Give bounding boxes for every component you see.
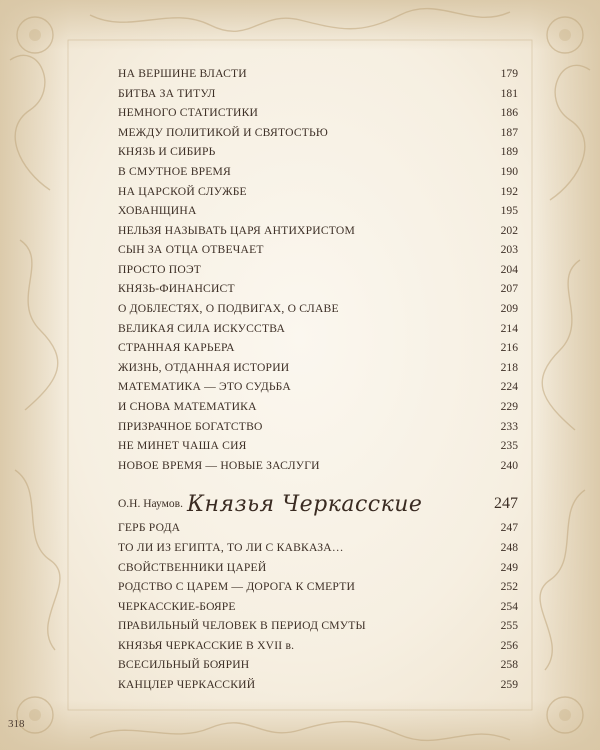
toc-entry-page: 214 xyxy=(500,321,518,335)
toc-entry xyxy=(118,400,518,420)
toc-entry-title: МЕЖДУ ПОЛИТИКОЙ И СВЯТОСТЬЮ xyxy=(118,125,329,139)
toc-entry xyxy=(118,561,518,581)
toc-entry-title: МАТЕМАТИКА — ЭТО СУДЬБА xyxy=(118,380,291,394)
toc-entry-title: НЕЛЬЗЯ НАЗЫВАТЬ ЦАРЯ АНТИХРИСТОМ xyxy=(118,223,355,237)
toc-entry-title: НЕ МИНЕТ ЧАША СИЯ xyxy=(118,439,247,453)
toc-entry-page: 249 xyxy=(500,560,518,574)
toc-entry-title: НА ЦАРСКОЙ СЛУЖБЕ xyxy=(118,184,247,198)
toc-entry-page: 189 xyxy=(500,145,518,159)
toc-entry-title: ВЕЛИКАЯ СИЛА ИСКУССТВА xyxy=(118,321,286,335)
toc-entry-page: 187 xyxy=(500,125,518,139)
toc-entry-page: 247 xyxy=(500,521,518,535)
toc-entry xyxy=(118,341,518,361)
toc-entry xyxy=(118,67,518,87)
toc-entry-page: 259 xyxy=(500,678,518,691)
toc-entry-page: 254 xyxy=(500,599,518,613)
toc-entry xyxy=(118,658,518,678)
toc-entry-page: 181 xyxy=(500,86,518,100)
toc-entry-page: 255 xyxy=(500,619,518,633)
toc-entry xyxy=(118,521,518,541)
toc-entry-title: ТО ЛИ ИЗ ЕГИПТА, ТО ЛИ С КАВКАЗА… xyxy=(118,540,344,554)
toc-entry xyxy=(118,322,518,342)
toc-entry-page: 229 xyxy=(500,399,518,413)
toc-entry xyxy=(118,380,518,400)
toc-entry-title: О ДОБЛЕСТЯХ, О ПОДВИГАХ, О СЛАВЕ xyxy=(118,302,339,315)
toc-entry-page: 258 xyxy=(500,658,518,672)
toc-entry-title: РОДСТВО С ЦАРЕМ — ДОРОГА К СМЕРТИ xyxy=(118,580,356,594)
toc-entry-title: СЫН ЗА ОТЦА ОТВЕЧАЕТ xyxy=(118,243,264,257)
toc-entry xyxy=(118,282,518,302)
toc-entry-page: 235 xyxy=(500,439,518,453)
toc-entry-title: КНЯЗЬЯ ЧЕРКАССКИЕ В XVII в. xyxy=(118,638,295,652)
toc-entry-page: 240 xyxy=(500,458,518,472)
section-author: О.Н. Наумов. xyxy=(118,498,183,511)
toc-entry-title: ПРАВИЛЬНЫЙ ЧЕЛОВЕК В ПЕРИОД СМУТЫ xyxy=(118,619,366,633)
toc-entry-title: ЧЕРКАССКИЕ-БОЯРЕ xyxy=(118,599,236,613)
toc-entry-page: 218 xyxy=(500,360,518,374)
toc-entry xyxy=(118,619,518,639)
toc-entry-page: 252 xyxy=(500,580,518,594)
toc-entry xyxy=(118,87,518,107)
toc-entry-page: 202 xyxy=(500,223,518,237)
toc-entry-page: 224 xyxy=(500,380,518,394)
toc-entry xyxy=(118,185,518,205)
toc-entry-title: НОВОЕ ВРЕМЯ — НОВЫЕ ЗАСЛУГИ xyxy=(118,458,320,472)
toc-entry-title: ПРИЗРАЧНОЕ БОГАТСТВО xyxy=(118,419,263,433)
toc-entry-title: КАНЦЛЕР ЧЕРКАССКИЙ xyxy=(118,678,256,691)
toc-entry-page: 207 xyxy=(500,282,518,296)
toc-entry xyxy=(118,204,518,224)
toc-entry-title: ХОВАНЩИНА xyxy=(118,204,197,218)
toc-entry-title: СВОЙСТВЕННИКИ ЦАРЕЙ xyxy=(118,560,267,574)
toc-entry-page: 233 xyxy=(500,419,518,433)
toc-entry xyxy=(118,165,518,185)
toc-entry xyxy=(118,106,518,126)
toc-entry-page: 190 xyxy=(500,164,518,178)
toc-entry-title: НЕМНОГО СТАТИСТИКИ xyxy=(118,106,259,120)
toc-entry-page: 248 xyxy=(500,540,518,554)
toc-entry xyxy=(118,600,518,620)
toc-entry-title: ЖИЗНЬ, ОТДАННАЯ ИСТОРИИ xyxy=(118,360,290,374)
toc-entry xyxy=(118,263,518,283)
toc-entry-title: ГЕРБ РОДА xyxy=(118,521,181,535)
toc-entry-title: НА ВЕРШИНЕ ВЛАСТИ xyxy=(118,67,247,80)
page-number: 318 xyxy=(8,718,25,730)
toc-entry xyxy=(118,243,518,263)
toc-entry-page: 192 xyxy=(500,184,518,198)
toc-entry-title: И СНОВА МАТЕМАТИКА xyxy=(118,399,257,413)
toc-entry-title: СТРАННАЯ КАРЬЕРА xyxy=(118,341,235,355)
toc-entry xyxy=(118,361,518,381)
toc-entry xyxy=(118,420,518,440)
toc-entry-title: ПРОСТО ПОЭТ xyxy=(118,262,202,276)
toc-entry xyxy=(118,302,518,322)
toc-entry-page: 204 xyxy=(500,262,518,276)
section-heading xyxy=(118,488,518,520)
toc-entry-title: КНЯЗЬ И СИБИРЬ xyxy=(118,145,216,159)
section-title: Князья Черкасские xyxy=(187,491,423,517)
toc-entry xyxy=(118,439,518,459)
toc-entry-title: КНЯЗЬ-ФИНАНСИСТ xyxy=(118,282,235,296)
toc-entry xyxy=(118,541,518,561)
toc-entry-page: 179 xyxy=(500,67,518,80)
toc-entry-page: 195 xyxy=(500,204,518,218)
toc-entry-page: 216 xyxy=(500,341,518,355)
toc-entry xyxy=(118,459,518,479)
toc-entry-page: 186 xyxy=(500,106,518,120)
toc-entry xyxy=(118,639,518,659)
toc-entry-title: В СМУТНОЕ ВРЕМЯ xyxy=(118,164,231,178)
toc-entry xyxy=(118,580,518,600)
toc-entry-page: 203 xyxy=(500,243,518,257)
toc-entry xyxy=(118,126,518,146)
toc-entry-title: ВСЕСИЛЬНЫЙ БОЯРИН xyxy=(118,658,250,672)
toc-entry xyxy=(118,224,518,244)
toc-entry-page: 256 xyxy=(500,638,518,652)
toc-entry xyxy=(118,145,518,165)
toc-entry-title: БИТВА ЗА ТИТУЛ xyxy=(118,86,216,100)
toc-entry-page: 209 xyxy=(500,302,518,315)
section-page: 247 xyxy=(494,495,518,513)
toc-entry xyxy=(118,678,518,698)
